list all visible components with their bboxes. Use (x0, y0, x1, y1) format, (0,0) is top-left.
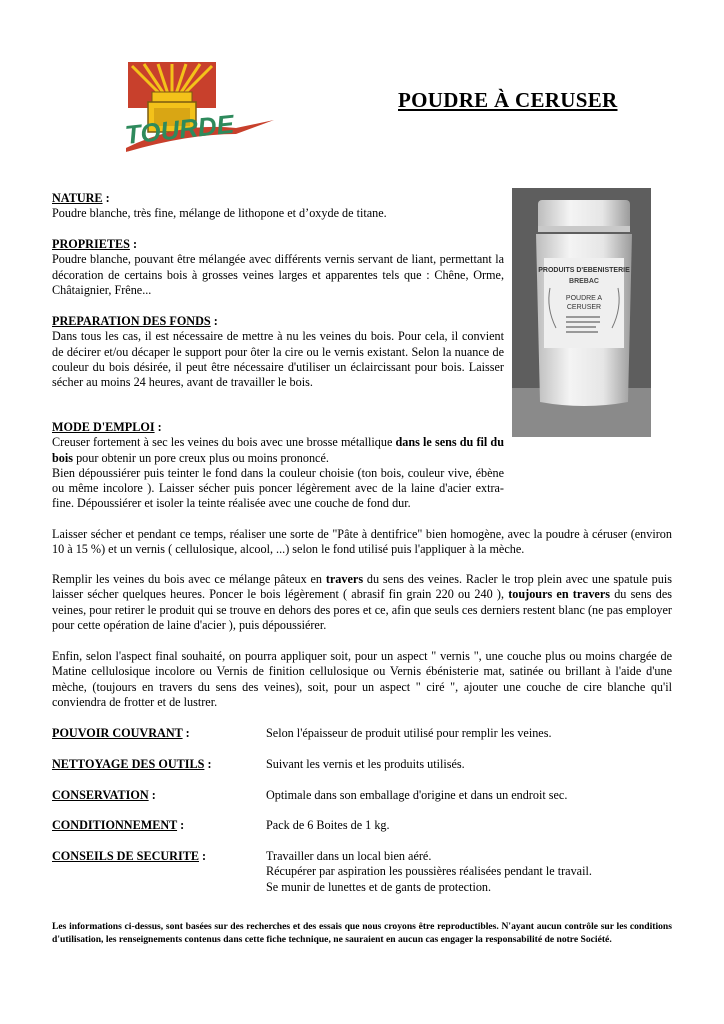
preparation-heading: PREPARATION DES FONDS (52, 314, 211, 328)
spec-value: Se munir de lunettes et de gants de protection. (266, 879, 492, 894)
mode-emploi-p4c: du sens des veines. Racler le trop plein avec une spatule puis laisser sécher quelques heures. Poncer le bois légèrement ( abrasif fin grain 220 ou 240 ), (52, 572, 672, 602)
mode-emploi-p4b: travers (325, 572, 364, 586)
logo-wordmark: TOURDE (123, 108, 236, 150)
mode-emploi-p4d: toujours en travers (508, 587, 610, 602)
section-preparation (52, 314, 504, 390)
label-brand-line: PRODUITS D'EBENISTERIE (538, 267, 630, 274)
page-title: POUDRE À CERUSER (398, 88, 618, 112)
spec-value: Optimale dans son emballage d'origine et dans un endroit sec. (266, 788, 568, 802)
spec-value: Récupérer par aspiration les poussières réalisées pendant le travail. (266, 864, 592, 879)
mode-emploi-p4a: Remplir les veines du bois avec ce mélange pâteux en (52, 572, 326, 586)
mode-emploi-p3: Laisser sécher et pendant ce temps, réaliser une sorte de "Pâte à dentifrice" bien homogène, avec la poudre à céruser (environ 10 à 15 %) et un vernis ( cellulosique, alcool, ...) selon le fond utilisé puis l'appliquer à la mèche. (52, 527, 672, 557)
company-logo (118, 62, 278, 162)
label-product-line-1: POUDRE A (565, 295, 603, 302)
label-product-line-2: CERUSER (566, 304, 602, 311)
spec-value: Travailler dans un local bien aéré. (266, 849, 432, 863)
nature-text: Poudre blanche, très fine, mélange de lithopone et d’oxyde de titane. (52, 206, 387, 221)
spec-label: POUVOIR COUVRANT (52, 726, 183, 740)
mode-emploi-p1c: pour obtenir un pore creux plus ou moins prononcé. (73, 450, 329, 465)
mode-emploi-p4e: du sens des veines, pour retirer le produit qui se trouve en dehors des pores et ce, afin que seuls ces derniers restent blanc (ne pas employer pour cette opération de laine d'acier ), puis dépoussiérer. (52, 587, 672, 632)
section-proprietes (52, 237, 504, 298)
proprietes-colon: : (129, 237, 137, 251)
spec-value: Pack de 6 Boites de 1 kg. (266, 818, 390, 832)
mode-emploi-heading: MODE D'EMPLOI (52, 420, 155, 434)
spec-colon: : (204, 757, 212, 771)
section-mode-emploi (52, 420, 504, 512)
spec-label: CONDITIONNEMENT (52, 818, 178, 832)
preparation-text: Dans tous les cas, il est nécessaire de mettre à nu les veines du bois. Pour cela, il convient de décirer et/ou décaper le support pour ôter la cire ou le vernis existant. Selon la nuance de couleur du bois désirée, il peut être nécessaire d'utiliser un éclaircissant pour bois. Laisser sécher au moins 24 heures, avant de travailler le bois. (52, 329, 504, 390)
mode-emploi-p4 (52, 572, 672, 633)
spec-colon: : (148, 788, 156, 802)
spec-label: CONSEILS DE SECURITE (52, 849, 199, 863)
spec-label: NETTOYAGE DES OUTILS (52, 757, 205, 771)
spec-colon: : (177, 818, 185, 832)
mode-emploi-p2: Bien dépoussiérer puis teinter le fond dans la couleur choisie (ton bois, couleur vive, ébène ou même incolore ). Laisser sécher puis poncer légèrement avec de la laine d'acier extra-fine. Dépoussiérer et isoler la teinte réalisée avec une couche de fond dur. (52, 465, 504, 511)
mode-emploi-p1a: Creuser fortement à sec les veines du bois avec une brosse métallique (52, 435, 396, 450)
proprietes-text: Poudre blanche, pouvant être mélangée avec différents vernis servant de liant, permettant la décoration de certains bois à grosses veines larges et apparentes tels que : Chêne, Orme, Châtaignier, Frêne... (52, 252, 504, 297)
spec-label: CONSERVATION (52, 788, 149, 802)
mode-emploi-p1b: dans le sens du fil du bois (52, 435, 504, 465)
spec-value: Selon l'épaisseur de produit utilisé pour remplir les veines. (266, 726, 552, 740)
spec-value: Suivant les vernis et les produits utilisés. (266, 757, 465, 771)
mode-emploi-p5: Enfin, selon l'aspect final souhaité, on pourra appliquer soit, pour un aspect " vernis ", une couche plus ou moins chargée de Matine cellulosique incolore ou Vernis de finition cellulosique ou Vernis ébénisterie mat, satinée ou brillant à l'aide d'une mèche, (toujours en travers du sens des veines), soit, pour un aspect " ciré ", ajouter une couche de cire blanche qu'il conviendra de frotter et de lustrer. (52, 649, 672, 709)
proprietes-heading: PROPRIETES (52, 237, 130, 251)
disclaimer: Les informations ci-dessus, sont basées sur des recherches et des essais que nous croyons être reproductibles. N'ayant aucun contrôle sur les conditions d'utilisation, les renseignements contenus dans cette fiche technique, ne sauraient en aucun cas engager la responsabilité de notre Société. (52, 921, 672, 945)
spec-colon: : (198, 849, 207, 863)
preparation-colon: : (210, 314, 218, 328)
product-photo (512, 188, 651, 437)
mode-emploi-colon: : (154, 420, 162, 434)
nature-heading: NATURE (52, 191, 103, 205)
section-nature (52, 191, 504, 222)
spec-colon: : (182, 726, 190, 740)
nature-colon: : (102, 191, 110, 205)
label-sub-brand: BREBAC (569, 278, 599, 285)
